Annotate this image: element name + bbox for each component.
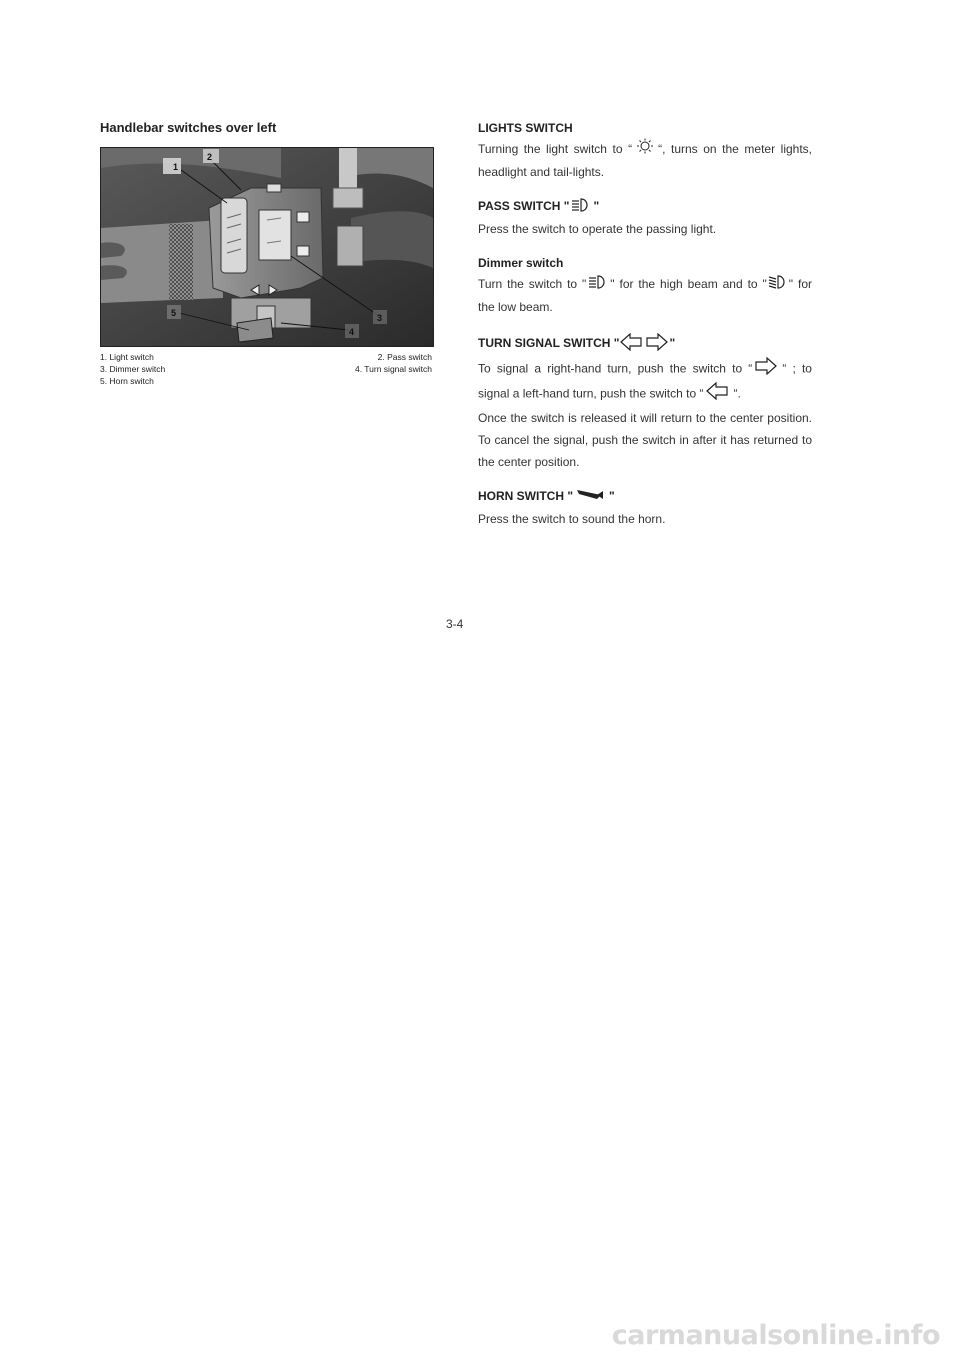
switch-descriptions <box>478 120 812 530</box>
caption-light-switch: 1. Light switch <box>100 352 154 362</box>
caption-horn-switch: 5. Horn switch <box>100 376 154 386</box>
handlebar-switch-photo <box>100 147 434 347</box>
high-beam-icon <box>586 274 610 296</box>
turn-signal-icon <box>619 333 669 355</box>
pass-heading: PASS SWITCH " " <box>478 198 812 216</box>
figure-captions <box>100 351 432 387</box>
callout-4: 4 <box>349 327 355 337</box>
pass-text: Press the switch to operate the passing light. <box>478 222 717 237</box>
turn-heading: TURN SIGNAL SWITCH " " <box>478 333 812 355</box>
horn-text: Press the switch to sound the horn. <box>478 512 666 527</box>
low-beam-icon <box>767 274 789 296</box>
high-beam-icon <box>569 198 593 216</box>
turn-text-2: Once the switch is released it will return to the center position. To cancel the signal, push the switch in after it has returned to the center position. <box>478 411 812 470</box>
horn-heading: HORN SWITCH " " <box>478 488 812 506</box>
left-arrow-icon <box>703 382 733 407</box>
page-number: 3-4 <box>446 617 464 631</box>
dimmer-heading: Dimmer switch <box>478 256 564 271</box>
light-icon <box>632 138 658 161</box>
callout-3: 3 <box>377 313 383 323</box>
caption-dimmer-switch: 3. Dimmer switch <box>100 364 166 374</box>
callout-1: 1 <box>173 162 179 172</box>
callout-5: 5 <box>171 308 177 318</box>
caption-turn-signal-switch: 4. Turn signal switch <box>354 364 432 374</box>
callout-2: 2 <box>207 152 213 162</box>
figure-title: Handlebar switches over left <box>100 120 277 135</box>
watermark-text: carmanualsonline.info <box>611 1320 940 1351</box>
caption-pass-switch: 2. Pass switch <box>377 352 432 362</box>
lights-heading: LIGHTS SWITCH <box>478 121 573 135</box>
turn-text: To signal a right-hand turn, push the switch to “ “ ; to signal a left-hand turn, push the switch to “ “. <box>478 357 812 407</box>
right-arrow-icon <box>752 357 782 382</box>
horn-icon <box>573 488 609 506</box>
lights-text: Turning the light switch to “ “, turns on the meter lights, headlight and tail-lights. <box>478 138 812 183</box>
dimmer-text: Turn the switch to " " for the high beam and to " " for the low beam. <box>478 273 812 318</box>
